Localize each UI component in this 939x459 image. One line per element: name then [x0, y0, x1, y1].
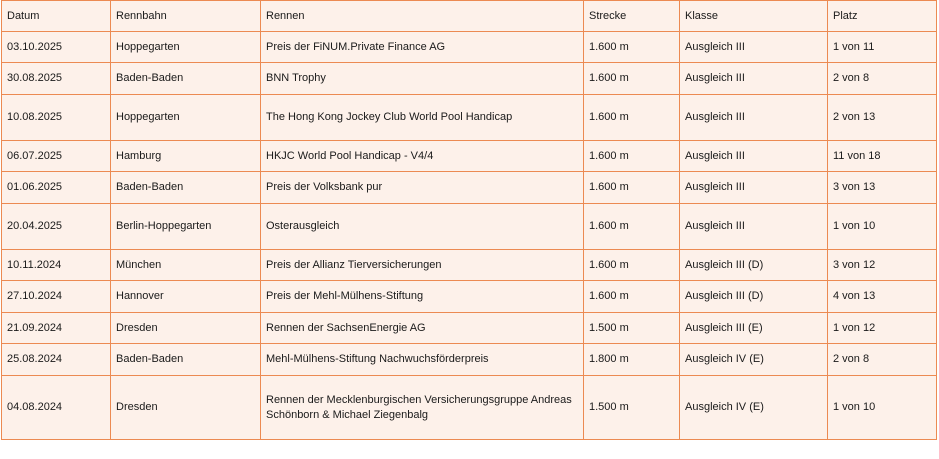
cell-strecke: 1.500 m — [584, 313, 680, 344]
cell-rennen: HKJC World Pool Handicap - V4/4 — [261, 141, 584, 172]
cell-datum: 01.06.2025 — [2, 172, 111, 204]
cell-rennen: Rennen der Mecklenburgischen Versicherungsgruppe Andreas Schönborn & Michael Ziegenbalg — [261, 376, 584, 440]
cell-datum: 27.10.2024 — [2, 281, 111, 313]
cell-datum: 06.07.2025 — [2, 141, 111, 172]
cell-strecke: 1.600 m — [584, 281, 680, 313]
cell-datum: 25.08.2024 — [2, 344, 111, 376]
table-row — [2, 172, 937, 204]
table-row — [2, 376, 937, 440]
cell-klasse: Ausgleich III — [680, 204, 828, 250]
cell-strecke: 1.600 m — [584, 141, 680, 172]
cell-klasse: Ausgleich IV (E) — [680, 344, 828, 376]
cell-rennbahn: Hamburg — [111, 141, 261, 172]
cell-klasse: Ausgleich III — [680, 95, 828, 141]
cell-klasse: Ausgleich IV (E) — [680, 376, 828, 440]
table-row — [2, 344, 937, 376]
header-strecke: Strecke — [584, 1, 680, 32]
cell-platz: 3 von 13 — [828, 172, 937, 204]
cell-rennbahn: Baden-Baden — [111, 63, 261, 95]
table-row — [2, 204, 937, 250]
cell-klasse: Ausgleich III (D) — [680, 281, 828, 313]
cell-rennen: BNN Trophy — [261, 63, 584, 95]
cell-strecke: 1.600 m — [584, 172, 680, 204]
cell-rennen: Mehl-Mülhens-Stiftung Nachwuchsförderpreis — [261, 344, 584, 376]
header-datum: Datum — [2, 1, 111, 32]
cell-rennen: Osterausgleich — [261, 204, 584, 250]
table-row — [2, 141, 937, 172]
cell-strecke: 1.600 m — [584, 204, 680, 250]
cell-rennbahn: Dresden — [111, 313, 261, 344]
cell-datum: 21.09.2024 — [2, 313, 111, 344]
cell-rennbahn: Baden-Baden — [111, 344, 261, 376]
cell-platz: 3 von 12 — [828, 250, 937, 281]
cell-klasse: Ausgleich III — [680, 141, 828, 172]
table-row — [2, 313, 937, 344]
cell-rennen: Preis der Allianz Tierversicherungen — [261, 250, 584, 281]
cell-datum: 30.08.2025 — [2, 63, 111, 95]
cell-rennen: Preis der Mehl-Mülhens-Stiftung — [261, 281, 584, 313]
table-row — [2, 250, 937, 281]
cell-platz: 1 von 11 — [828, 32, 937, 63]
table-row — [2, 32, 937, 63]
cell-datum: 20.04.2025 — [2, 204, 111, 250]
table-row — [2, 63, 937, 95]
cell-platz: 2 von 13 — [828, 95, 937, 141]
table-row — [2, 281, 937, 313]
cell-platz: 1 von 10 — [828, 204, 937, 250]
header-rennbahn: Rennbahn — [111, 1, 261, 32]
cell-strecke: 1.800 m — [584, 344, 680, 376]
cell-strecke: 1.500 m — [584, 376, 680, 440]
cell-rennbahn: Berlin-Hoppegarten — [111, 204, 261, 250]
table-header-row — [2, 1, 937, 32]
cell-klasse: Ausgleich III (E) — [680, 313, 828, 344]
cell-strecke: 1.600 m — [584, 32, 680, 63]
cell-platz: 4 von 13 — [828, 281, 937, 313]
cell-platz: 1 von 12 — [828, 313, 937, 344]
table-row — [2, 95, 937, 141]
header-klasse: Klasse — [680, 1, 828, 32]
cell-klasse: Ausgleich III — [680, 172, 828, 204]
cell-rennen: The Hong Kong Jockey Club World Pool Handicap — [261, 95, 584, 141]
cell-platz: 11 von 18 — [828, 141, 937, 172]
header-rennen: Rennen — [261, 1, 584, 32]
cell-platz: 2 von 8 — [828, 63, 937, 95]
cell-rennen: Preis der Volksbank pur — [261, 172, 584, 204]
cell-rennbahn: Baden-Baden — [111, 172, 261, 204]
cell-rennen: Preis der FiNUM.Private Finance AG — [261, 32, 584, 63]
cell-platz: 2 von 8 — [828, 344, 937, 376]
cell-klasse: Ausgleich III (D) — [680, 250, 828, 281]
cell-strecke: 1.600 m — [584, 95, 680, 141]
cell-rennen: Rennen der SachsenEnergie AG — [261, 313, 584, 344]
cell-platz: 1 von 10 — [828, 376, 937, 440]
cell-rennbahn: Hoppegarten — [111, 95, 261, 141]
cell-klasse: Ausgleich III — [680, 63, 828, 95]
cell-datum: 10.11.2024 — [2, 250, 111, 281]
cell-strecke: 1.600 m — [584, 63, 680, 95]
cell-strecke: 1.600 m — [584, 250, 680, 281]
cell-rennbahn: Hoppegarten — [111, 32, 261, 63]
cell-rennbahn: Hannover — [111, 281, 261, 313]
cell-datum: 03.10.2025 — [2, 32, 111, 63]
cell-datum: 10.08.2025 — [2, 95, 111, 141]
race-results-table — [1, 0, 937, 440]
cell-rennbahn: München — [111, 250, 261, 281]
cell-datum: 04.08.2024 — [2, 376, 111, 440]
cell-rennbahn: Dresden — [111, 376, 261, 440]
cell-klasse: Ausgleich III — [680, 32, 828, 63]
header-platz: Platz — [828, 1, 937, 32]
